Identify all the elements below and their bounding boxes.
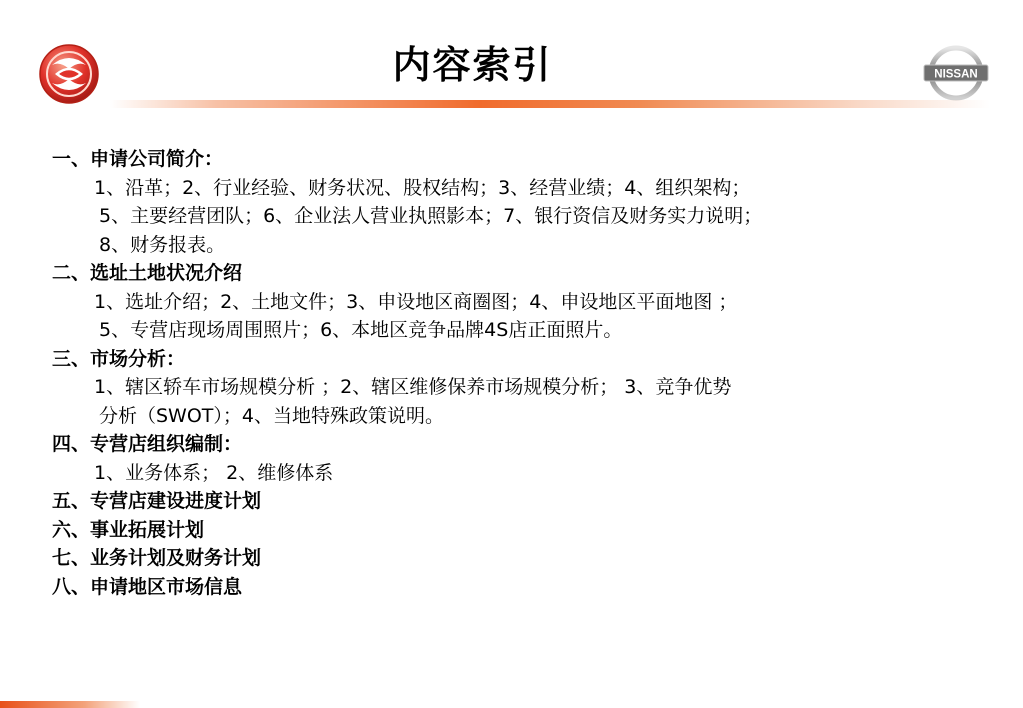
section-7-heading: 七、业务计划及财务计划 [52,547,262,569]
section-line: 分析（SWOT）；4、当地特殊政策说明。 [99,404,444,427]
section-heading: 三、市场分析： [52,347,186,370]
section-heading: 二、选址土地状况介绍 [52,262,243,284]
footer-accent-bar [0,701,140,708]
nissan-logo-text: NISSAN [934,68,978,81]
section-1 [52,145,952,259]
section-5-heading: 五、专营店建设进度计划 [52,490,262,512]
section-line: 1、选址介绍；2、土地文件；3、申设地区商圈图；4、申设地区平面地图 ； [94,290,738,313]
section-6-heading: 六、事业拓展计划 [52,518,205,541]
section-3 [52,345,952,431]
section-line: 8、财务报表。 [99,233,226,256]
title-divider [110,100,990,108]
section-heading: 一、申请公司简介： [52,148,224,170]
content-index [52,145,952,601]
section-heading: 四、专营店组织编制： [52,433,243,455]
section-2 [52,259,952,345]
section-8-heading: 八、申请地区市场信息 [52,575,243,598]
section-line: 5、主要经营团队；6、企业法人营业执照影本；7、银行资信及财务实力说明； [99,205,763,227]
section-line: 1、辖区轿车市场规模分析 ；2、辖区维修保养市场规模分析； 3、竞争优势 [94,376,732,398]
section-line: 1、业务体系； 2、维修体系 [94,461,334,484]
section-line: 5、专营店现场周围照片；6、本地区竞争品牌4S店正面照片。 [99,319,623,341]
page-title: 内容索引 [392,43,553,87]
section-line: 1、沿革；2、行业经验、财务状况、股权结构；3、经营业绩；4、组织架构； [94,176,751,199]
section-4 [52,430,952,487]
